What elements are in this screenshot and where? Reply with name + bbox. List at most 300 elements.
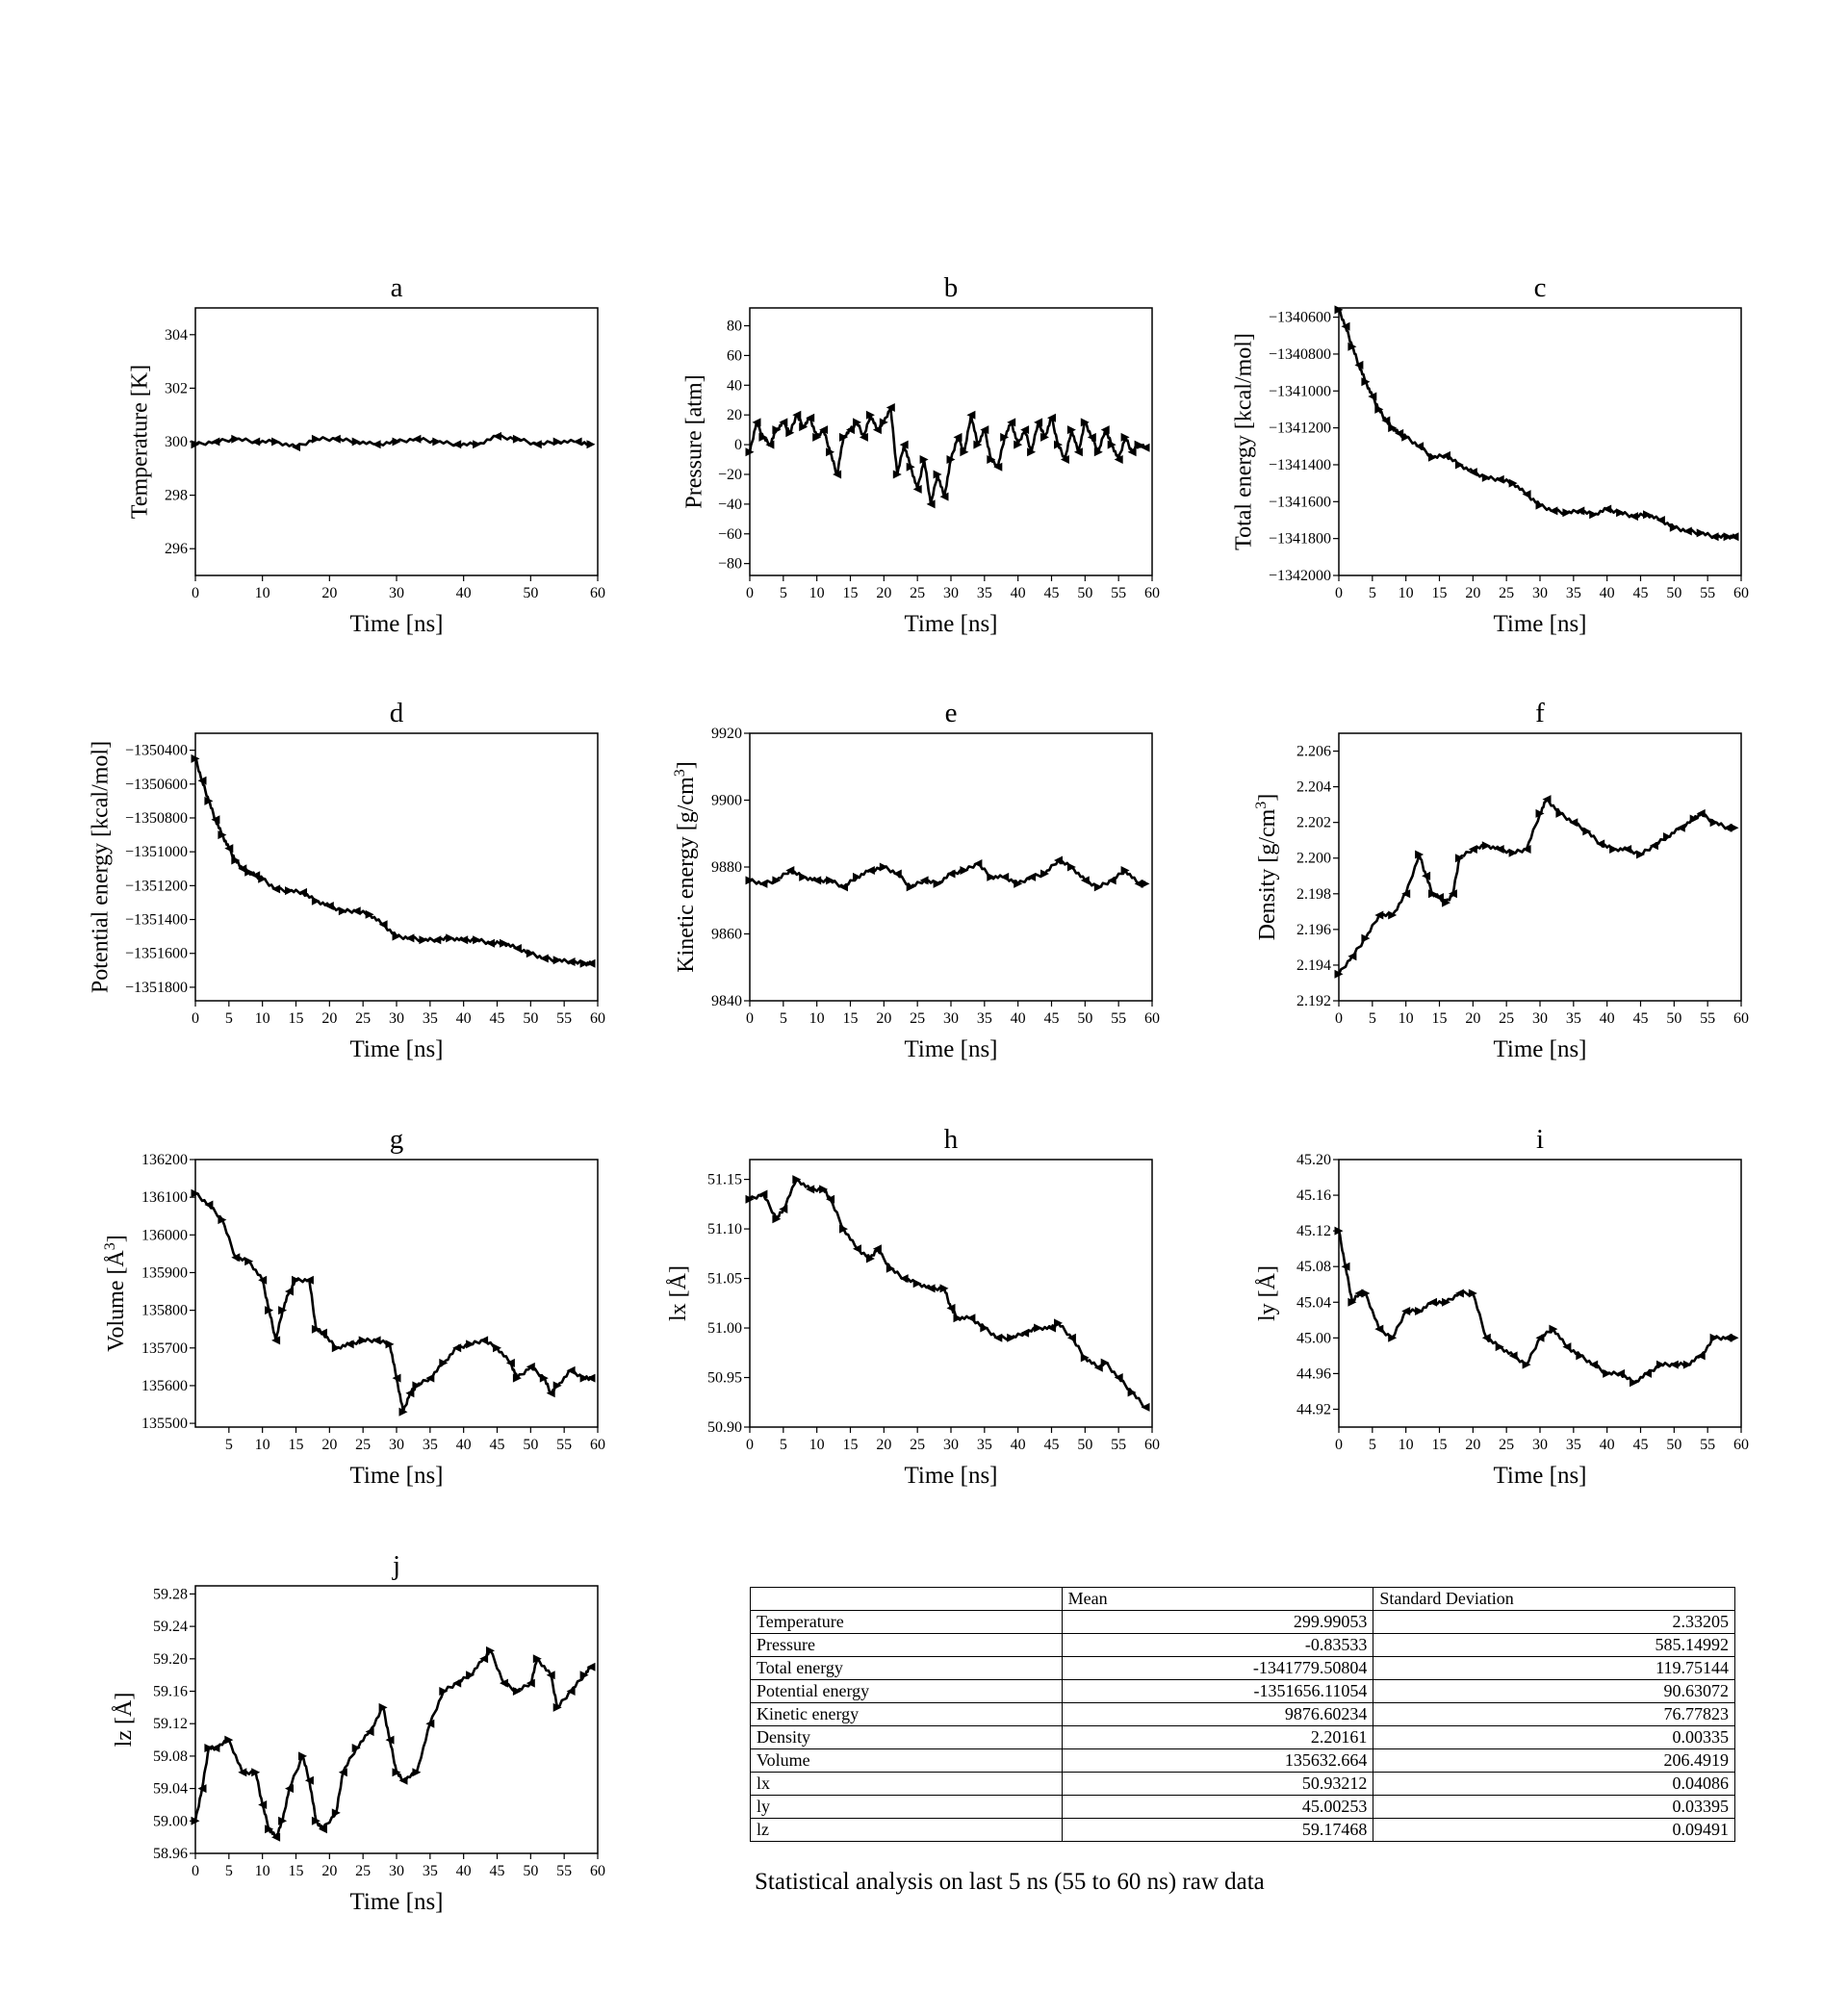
y-tick-label: −60 bbox=[717, 525, 742, 543]
x-tick-label: 20 bbox=[876, 1010, 892, 1027]
y-tick-label: −80 bbox=[717, 555, 742, 573]
x-tick-label: 0 bbox=[192, 1863, 199, 1879]
y-tick-label: −1340600 bbox=[1268, 309, 1331, 326]
y-tick-label: 136000 bbox=[141, 1227, 188, 1244]
y-tick-label: 9920 bbox=[711, 726, 742, 742]
x-tick-label: 25 bbox=[1499, 1437, 1515, 1453]
data-point bbox=[1731, 1334, 1739, 1342]
chart-b bbox=[681, 272, 1160, 637]
chart-title: h bbox=[943, 1124, 959, 1155]
data-point bbox=[372, 440, 381, 448]
data-point bbox=[1710, 818, 1719, 827]
data-point bbox=[452, 440, 461, 448]
data-point bbox=[1509, 849, 1518, 857]
x-tick-label: 55 bbox=[556, 1863, 573, 1879]
data-point bbox=[486, 939, 495, 948]
row-std: 76.77823 bbox=[1373, 1703, 1735, 1726]
table-header-cell bbox=[751, 1588, 1063, 1611]
y-tick-label: −1341800 bbox=[1268, 530, 1331, 548]
data-point bbox=[473, 440, 481, 448]
row-std: 585.14992 bbox=[1373, 1634, 1735, 1657]
y-tick-label: 136100 bbox=[141, 1189, 188, 1207]
data-point bbox=[1007, 1334, 1015, 1342]
data-point bbox=[513, 435, 522, 444]
y-tick-label: −1341400 bbox=[1268, 456, 1331, 473]
data-point bbox=[866, 866, 875, 875]
y-tick-label: 44.92 bbox=[1296, 1401, 1331, 1418]
x-tick-label: 45 bbox=[1632, 1010, 1649, 1027]
data-point bbox=[432, 438, 441, 447]
x-tick-label: 40 bbox=[1010, 585, 1026, 601]
x-tick-label: 55 bbox=[1111, 585, 1127, 601]
data-point bbox=[1428, 453, 1437, 462]
x-tick-label: 25 bbox=[910, 585, 926, 601]
x-tick-label: 15 bbox=[1431, 1010, 1448, 1027]
y-axis-label-main: Volume [Å bbox=[103, 1250, 129, 1352]
data-point bbox=[987, 873, 995, 881]
x-tick-label: 5 bbox=[1368, 1010, 1376, 1027]
x-tick-label: 0 bbox=[746, 1437, 754, 1453]
y-axis-label-main: Density [g/cm bbox=[1255, 808, 1280, 941]
x-tick-label: 50 bbox=[523, 585, 539, 601]
y-tick-label: −1351000 bbox=[124, 844, 188, 861]
x-tick-label: 25 bbox=[910, 1010, 926, 1027]
plot-frame bbox=[1339, 733, 1741, 1001]
row-mean: -1351656.11054 bbox=[1062, 1680, 1373, 1703]
y-axis-label: lx [Å] bbox=[666, 1265, 691, 1321]
x-axis-label: Time [ns] bbox=[904, 1463, 998, 1489]
x-tick-label: 45 bbox=[1632, 585, 1649, 601]
data-point bbox=[372, 1336, 381, 1344]
y-tick-label: 9900 bbox=[711, 792, 742, 809]
x-tick-label: 55 bbox=[1111, 1010, 1127, 1027]
data-point bbox=[1562, 508, 1571, 517]
x-tick-label: 30 bbox=[389, 585, 404, 601]
x-axis-label: Time [ns] bbox=[904, 611, 998, 637]
y-tick-label: 135600 bbox=[141, 1377, 188, 1394]
x-tick-label: 60 bbox=[590, 585, 605, 601]
x-tick-label: 40 bbox=[1599, 1010, 1615, 1027]
x-tick-label: 50 bbox=[523, 1437, 539, 1453]
data-point bbox=[574, 438, 582, 447]
x-tick-label: 50 bbox=[1666, 585, 1682, 601]
series-line bbox=[750, 1180, 1145, 1408]
y-tick-label: 51.00 bbox=[707, 1320, 742, 1338]
x-tick-label: 0 bbox=[1335, 585, 1343, 601]
x-tick-label: 10 bbox=[1398, 1437, 1414, 1453]
x-tick-label: 25 bbox=[1499, 585, 1515, 601]
row-label: ly bbox=[751, 1796, 1063, 1819]
table-row bbox=[751, 1726, 1735, 1749]
x-tick-label: 10 bbox=[254, 585, 270, 601]
row-label: Total energy bbox=[751, 1657, 1063, 1680]
y-tick-label: 9880 bbox=[711, 859, 742, 876]
y-tick-label: −1351800 bbox=[124, 979, 188, 996]
y-tick-label: 135800 bbox=[141, 1302, 188, 1319]
x-tick-label: 30 bbox=[943, 1437, 959, 1453]
y-tick-label: 45.08 bbox=[1296, 1259, 1331, 1276]
table-header-mean: Mean bbox=[1062, 1588, 1373, 1611]
y-tick-label: 2.204 bbox=[1296, 778, 1331, 796]
data-point bbox=[473, 935, 481, 944]
x-tick-label: 40 bbox=[455, 1863, 472, 1879]
data-point bbox=[1603, 505, 1611, 514]
row-mean: 59.17468 bbox=[1062, 1819, 1373, 1842]
x-tick-label: 45 bbox=[1043, 1010, 1060, 1027]
x-tick-label: 60 bbox=[1144, 1437, 1160, 1453]
y-tick-label: 304 bbox=[165, 326, 188, 344]
x-tick-label: 30 bbox=[1532, 585, 1548, 601]
x-tick-label: 60 bbox=[1144, 1010, 1160, 1027]
data-point bbox=[419, 935, 427, 944]
table-caption: Statistical analysis on last 5 ns (55 to 60 ns) raw data bbox=[755, 1869, 1265, 1895]
y-tick-label: −1341200 bbox=[1268, 420, 1331, 437]
y-tick-label: 2.200 bbox=[1296, 850, 1331, 867]
data-point bbox=[1731, 532, 1739, 541]
y-tick-label: 296 bbox=[165, 541, 188, 558]
x-tick-label: 10 bbox=[254, 1010, 270, 1027]
data-point bbox=[1670, 523, 1679, 532]
x-tick-label: 5 bbox=[224, 1863, 233, 1879]
data-point bbox=[352, 906, 361, 915]
data-point bbox=[1731, 824, 1739, 832]
data-point bbox=[1697, 1351, 1706, 1360]
y-tick-label: −1351200 bbox=[124, 878, 188, 895]
y-axis-label-end: ] bbox=[1255, 793, 1280, 802]
data-point bbox=[758, 1190, 767, 1199]
plot-frame bbox=[750, 733, 1152, 1001]
x-axis-label: Time [ns] bbox=[904, 1036, 998, 1062]
x-tick-label: 0 bbox=[746, 585, 754, 601]
y-tick-label: 51.05 bbox=[707, 1270, 742, 1288]
x-tick-label: 60 bbox=[590, 1010, 605, 1027]
data-point bbox=[954, 1314, 962, 1322]
row-label: Potential energy bbox=[751, 1680, 1063, 1703]
y-tick-label: 2.198 bbox=[1296, 885, 1331, 903]
x-tick-label: 20 bbox=[876, 585, 892, 601]
x-tick-label: 35 bbox=[976, 1010, 992, 1027]
table-row bbox=[751, 1703, 1735, 1726]
x-tick-label: 20 bbox=[321, 1437, 338, 1453]
y-tick-label: 51.10 bbox=[707, 1221, 742, 1238]
y-tick-label: 59.20 bbox=[153, 1650, 188, 1668]
x-tick-label: 50 bbox=[1666, 1437, 1682, 1453]
data-point bbox=[1549, 1325, 1557, 1334]
y-axis-label: Total energy [kcal/mol] bbox=[1231, 333, 1257, 550]
data-point bbox=[934, 880, 942, 888]
data-point bbox=[298, 888, 307, 897]
plot-frame bbox=[1339, 308, 1741, 575]
y-tick-label: 45.12 bbox=[1296, 1223, 1331, 1240]
x-tick-label: 35 bbox=[1565, 1010, 1581, 1027]
x-tick-label: 35 bbox=[976, 585, 992, 601]
data-point bbox=[393, 932, 401, 941]
chart-title: g bbox=[389, 1124, 404, 1155]
x-tick-label: 40 bbox=[455, 1437, 472, 1453]
data-point bbox=[466, 1340, 475, 1348]
y-tick-label: 9860 bbox=[711, 926, 742, 943]
row-mean: 45.00253 bbox=[1062, 1796, 1373, 1819]
x-tick-label: 5 bbox=[1368, 585, 1376, 601]
data-point bbox=[880, 863, 888, 872]
table-row bbox=[751, 1634, 1735, 1657]
x-tick-label: 5 bbox=[224, 1010, 233, 1027]
y-tick-label: 59.04 bbox=[153, 1780, 188, 1798]
x-tick-label: 5 bbox=[1368, 1437, 1376, 1453]
y-tick-label: 40 bbox=[727, 377, 742, 395]
y-tick-label: −1350600 bbox=[124, 776, 188, 793]
chart-j bbox=[112, 1550, 605, 1915]
x-tick-label: 30 bbox=[1532, 1010, 1548, 1027]
x-axis-label: Time [ns] bbox=[1493, 611, 1587, 637]
x-tick-label: 15 bbox=[842, 1010, 859, 1027]
data-point bbox=[1710, 532, 1719, 541]
row-mean: 50.93212 bbox=[1062, 1773, 1373, 1796]
data-point bbox=[839, 882, 848, 891]
plot-frame bbox=[195, 1160, 598, 1427]
data-point bbox=[211, 1744, 219, 1752]
chart-a bbox=[127, 272, 605, 637]
y-axis-label bbox=[672, 761, 699, 972]
data-point bbox=[339, 906, 347, 915]
y-tick-label: 45.00 bbox=[1296, 1330, 1331, 1347]
data-point bbox=[1549, 506, 1557, 515]
row-label: lz bbox=[751, 1819, 1063, 1842]
x-tick-label: 15 bbox=[842, 585, 859, 601]
x-tick-label: 40 bbox=[1010, 1437, 1026, 1453]
x-tick-label: 30 bbox=[1532, 1437, 1548, 1453]
x-tick-label: 55 bbox=[1700, 1010, 1716, 1027]
x-tick-label: 45 bbox=[489, 1010, 505, 1027]
x-tick-label: 25 bbox=[910, 1437, 926, 1453]
y-tick-label: 59.28 bbox=[153, 1586, 188, 1603]
x-tick-label: 50 bbox=[1666, 1010, 1682, 1027]
data-point bbox=[873, 425, 882, 434]
y-tick-label: 59.12 bbox=[153, 1716, 188, 1733]
data-point bbox=[587, 1374, 596, 1383]
series-line bbox=[1339, 1231, 1734, 1383]
y-tick-label: 135900 bbox=[141, 1264, 188, 1282]
x-tick-label: 50 bbox=[1077, 1010, 1093, 1027]
x-tick-label: 40 bbox=[1599, 1437, 1615, 1453]
y-tick-label: 45.04 bbox=[1296, 1294, 1331, 1312]
x-tick-label: 15 bbox=[1431, 585, 1448, 601]
x-tick-label: 10 bbox=[808, 1437, 825, 1453]
y-tick-label: 45.20 bbox=[1296, 1152, 1331, 1168]
y-tick-label: −20 bbox=[717, 466, 742, 483]
x-tick-label: 20 bbox=[1465, 1437, 1481, 1453]
y-tick-label: 58.96 bbox=[153, 1846, 188, 1862]
x-tick-label: 40 bbox=[1599, 585, 1615, 601]
x-tick-label: 0 bbox=[1335, 1010, 1343, 1027]
x-tick-label: 30 bbox=[943, 585, 959, 601]
y-tick-label: 2.206 bbox=[1296, 743, 1331, 760]
chart-title: i bbox=[1535, 1124, 1545, 1155]
y-tick-label: −1342000 bbox=[1268, 568, 1331, 584]
table-row bbox=[751, 1773, 1735, 1796]
x-tick-label: 0 bbox=[746, 1010, 754, 1027]
data-point bbox=[231, 435, 240, 444]
x-tick-label: 35 bbox=[976, 1437, 992, 1453]
y-tick-label: −1350800 bbox=[124, 809, 188, 827]
plot-frame bbox=[750, 1160, 1152, 1427]
y-axis-label bbox=[102, 1235, 129, 1352]
y-tick-label: 302 bbox=[165, 380, 188, 397]
row-std: 2.33205 bbox=[1373, 1611, 1735, 1634]
x-tick-label: 20 bbox=[1465, 1010, 1481, 1027]
x-tick-label: 0 bbox=[1335, 1437, 1343, 1453]
row-label: Kinetic energy bbox=[751, 1703, 1063, 1726]
table-row bbox=[751, 1680, 1735, 1703]
chart-title: d bbox=[389, 698, 404, 728]
data-point bbox=[405, 933, 414, 942]
chart-title: e bbox=[944, 698, 958, 728]
row-label: Volume bbox=[751, 1749, 1063, 1773]
y-tick-label: 2.192 bbox=[1296, 993, 1331, 1009]
data-point bbox=[1361, 934, 1370, 943]
data-point bbox=[1428, 1298, 1437, 1307]
x-tick-label: 55 bbox=[1111, 1437, 1127, 1453]
x-tick-label: 10 bbox=[254, 1863, 270, 1879]
table-row bbox=[751, 1657, 1735, 1680]
y-axis-label: lz [Å] bbox=[112, 1692, 137, 1748]
data-point bbox=[312, 435, 321, 444]
x-tick-label: 50 bbox=[1077, 1437, 1093, 1453]
x-axis-label: Time [ns] bbox=[349, 1889, 444, 1915]
y-tick-label: −1340800 bbox=[1268, 345, 1331, 363]
x-tick-label: 50 bbox=[1077, 585, 1093, 601]
row-std: 119.75144 bbox=[1373, 1657, 1735, 1680]
y-tick-label: 298 bbox=[165, 487, 188, 504]
x-tick-label: 60 bbox=[1733, 585, 1749, 601]
data-point bbox=[493, 432, 501, 441]
data-point bbox=[346, 1340, 354, 1348]
y-tick-label: 59.00 bbox=[153, 1813, 188, 1830]
x-tick-label: 30 bbox=[389, 1863, 404, 1879]
plot-frame bbox=[195, 733, 598, 1001]
x-tick-label: 55 bbox=[556, 1437, 573, 1453]
data-point bbox=[446, 933, 454, 942]
data-point bbox=[1142, 880, 1150, 888]
x-axis-label: Time [ns] bbox=[1493, 1036, 1587, 1062]
y-axis-label: ly [Å] bbox=[1255, 1265, 1280, 1321]
y-tick-label: −40 bbox=[717, 496, 742, 513]
row-std: 90.63072 bbox=[1373, 1680, 1735, 1703]
data-point bbox=[826, 876, 834, 884]
y-tick-label: −1351400 bbox=[124, 911, 188, 929]
data-point bbox=[792, 411, 801, 420]
data-point bbox=[292, 1276, 300, 1285]
row-std: 0.03395 bbox=[1373, 1796, 1735, 1819]
chart-d bbox=[88, 698, 605, 1062]
x-tick-label: 0 bbox=[192, 1010, 199, 1027]
table-header-std: Standard Deviation bbox=[1373, 1588, 1735, 1611]
y-tick-label: −1341000 bbox=[1268, 383, 1331, 400]
data-point bbox=[1603, 1369, 1611, 1378]
y-tick-label: 0 bbox=[734, 437, 742, 454]
y-tick-label: 50.90 bbox=[707, 1419, 742, 1436]
x-tick-label: 5 bbox=[224, 1437, 233, 1453]
row-label: Density bbox=[751, 1726, 1063, 1749]
row-label: Pressure bbox=[751, 1634, 1063, 1657]
y-axis-label: Pressure [atm] bbox=[681, 374, 707, 509]
x-tick-label: 15 bbox=[1431, 1437, 1448, 1453]
x-tick-label: 15 bbox=[288, 1010, 304, 1027]
chart-title: j bbox=[392, 1550, 401, 1581]
x-tick-label: 35 bbox=[422, 1010, 438, 1027]
plot-frame bbox=[195, 1586, 598, 1853]
data-point bbox=[1623, 845, 1631, 854]
x-tick-label: 60 bbox=[590, 1863, 605, 1879]
x-tick-label: 30 bbox=[389, 1437, 404, 1453]
table-row bbox=[751, 1819, 1735, 1842]
data-point bbox=[1576, 506, 1584, 515]
x-tick-label: 35 bbox=[422, 1863, 438, 1879]
y-tick-label: 135700 bbox=[141, 1340, 188, 1357]
y-tick-label: −1351600 bbox=[124, 945, 188, 962]
data-point bbox=[271, 438, 280, 447]
data-point bbox=[547, 1389, 555, 1397]
x-tick-label: 35 bbox=[1565, 585, 1581, 601]
chart-i bbox=[1255, 1124, 1749, 1489]
data-point bbox=[1496, 475, 1504, 484]
y-tick-label: −1341600 bbox=[1268, 494, 1331, 511]
data-point bbox=[1000, 873, 1009, 881]
data-point bbox=[332, 435, 341, 444]
y-tick-label: −1350400 bbox=[124, 742, 188, 759]
data-point bbox=[1482, 473, 1491, 482]
data-point bbox=[587, 959, 596, 968]
data-point bbox=[1616, 508, 1625, 517]
y-tick-label: 300 bbox=[165, 434, 188, 450]
data-point bbox=[332, 1343, 341, 1352]
row-mean: -1341779.50804 bbox=[1062, 1657, 1373, 1680]
y-tick-label: 60 bbox=[727, 347, 742, 365]
x-tick-label: 35 bbox=[1565, 1437, 1581, 1453]
data-point bbox=[1034, 1324, 1042, 1333]
chart-f bbox=[1253, 698, 1749, 1062]
data-point bbox=[251, 438, 260, 447]
data-point bbox=[1656, 1361, 1665, 1369]
y-axis-label-sup: 3 bbox=[101, 1242, 118, 1251]
x-tick-label: 40 bbox=[455, 1010, 472, 1027]
x-tick-label: 10 bbox=[808, 585, 825, 601]
chart-e bbox=[672, 698, 1160, 1062]
data-point bbox=[1589, 510, 1598, 519]
row-mean: 135632.664 bbox=[1062, 1749, 1373, 1773]
data-point bbox=[231, 1253, 240, 1262]
x-tick-label: 20 bbox=[321, 585, 338, 601]
y-tick-label: 59.08 bbox=[153, 1748, 188, 1765]
x-tick-label: 30 bbox=[943, 1010, 959, 1027]
y-tick-label: 135500 bbox=[141, 1416, 188, 1433]
row-label: Temperature bbox=[751, 1611, 1063, 1634]
x-tick-label: 35 bbox=[422, 1437, 438, 1453]
x-tick-label: 15 bbox=[288, 1863, 304, 1879]
x-tick-label: 55 bbox=[1700, 585, 1716, 601]
chart-title: c bbox=[1533, 272, 1547, 303]
row-mean: 2.20161 bbox=[1062, 1726, 1373, 1749]
data-point bbox=[1683, 527, 1692, 536]
x-tick-label: 60 bbox=[1144, 585, 1160, 601]
y-tick-label: 45.16 bbox=[1296, 1187, 1331, 1205]
data-point bbox=[500, 1679, 508, 1688]
x-tick-label: 5 bbox=[779, 1437, 787, 1453]
data-point bbox=[553, 438, 562, 447]
x-tick-label: 20 bbox=[321, 1010, 338, 1027]
y-tick-label: 44.96 bbox=[1296, 1365, 1331, 1383]
series-line bbox=[1339, 800, 1734, 975]
